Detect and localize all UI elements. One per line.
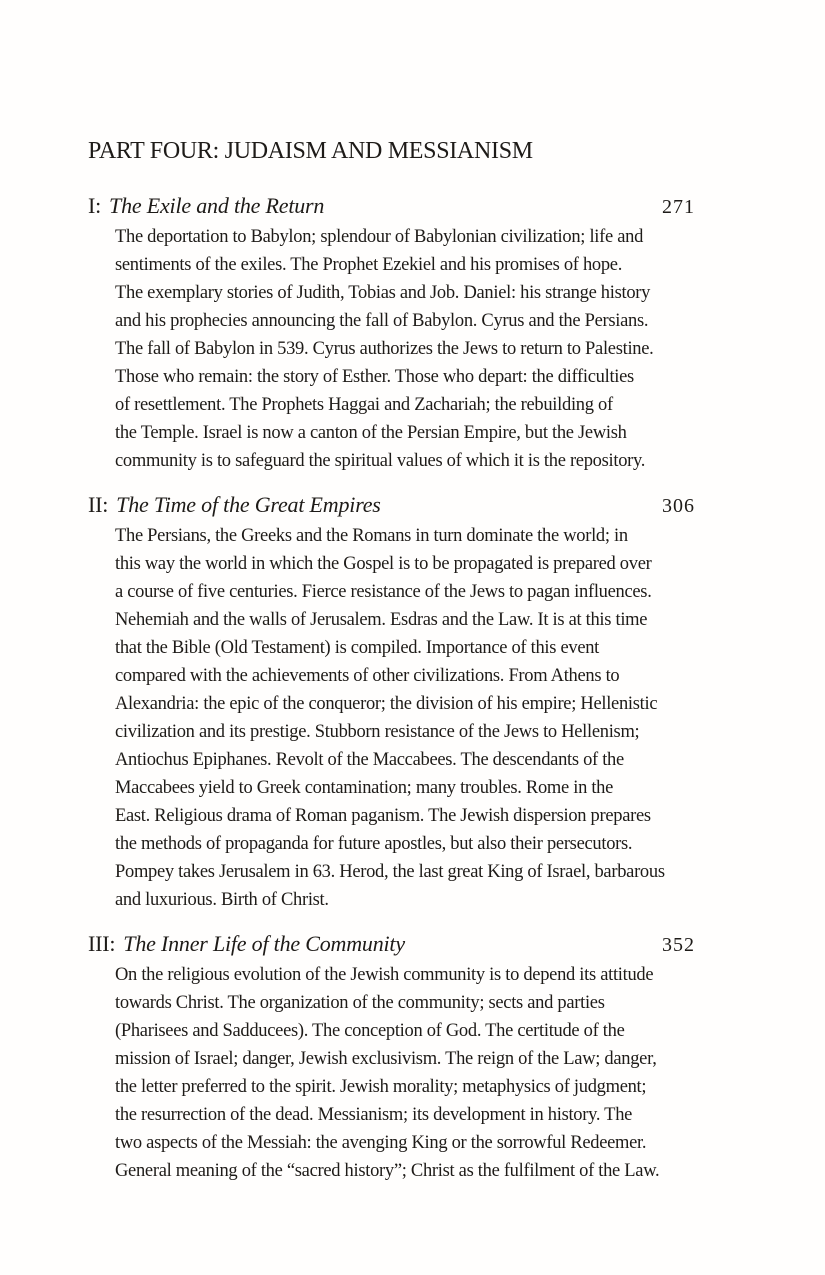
summary-line: On the religious evolution of the Jewish community is to depend its attitude: [115, 965, 654, 985]
summary-line: The fall of Babylon in 539. Cyrus authorizes the Jews to return to Palestine.: [115, 339, 654, 359]
section-summary: [115, 223, 737, 475]
toc-section-3: [88, 930, 737, 1185]
section-page-number: 271: [662, 196, 695, 218]
section-title: The Inner Life of the Community: [123, 931, 405, 956]
summary-line: The Persians, the Greeks and the Romans in turn dominate the world; in: [115, 526, 628, 546]
summary-line: the Temple. Israel is now a canton of the Persian Empire, but the Jewish: [115, 423, 627, 443]
summary-line: compared with the achievements of other civilizations. From Athens to: [115, 666, 620, 686]
summary-line: Pompey takes Jerusalem in 63. Herod, the last great King of Israel, barbarous: [115, 862, 665, 882]
section-title: The Time of the Great Empires: [116, 492, 381, 517]
summary-line: two aspects of the Messiah: the avenging King or the sorrowful Redeemer.: [115, 1133, 647, 1153]
toc-section-1: [88, 192, 737, 475]
summary-line: mission of Israel; danger, Jewish exclusivism. The reign of the Law; danger,: [115, 1049, 657, 1069]
summary-line: (Pharisees and Sadducees). The conception of God. The certitude of the: [115, 1021, 625, 1041]
section-heading: [88, 192, 737, 221]
section-summary: [115, 961, 737, 1185]
section-page-number: 352: [662, 934, 695, 956]
summary-line: civilization and its prestige. Stubborn resistance of the Jews to Hellenism;: [115, 722, 640, 742]
summary-line: East. Religious drama of Roman paganism. The Jewish dispersion prepares: [115, 806, 651, 826]
summary-line: and luxurious. Birth of Christ.: [115, 890, 329, 910]
section-heading: [88, 491, 737, 520]
summary-line: Nehemiah and the walls of Jerusalem. Esdras and the Law. It is at this time: [115, 610, 648, 630]
section-summary: [115, 522, 737, 914]
toc-section-2: [88, 491, 737, 914]
summary-line: Those who remain: the story of Esther. Those who depart: the difficulties: [115, 367, 634, 387]
summary-line: sentiments of the exiles. The Prophet Ezekiel and his promises of hope.: [115, 255, 623, 275]
section-numeral: II:: [88, 492, 109, 517]
summary-line: and his prophecies announcing the fall of Babylon. Cyrus and the Persians.: [115, 311, 649, 331]
summary-line: of resettlement. The Prophets Haggai and Zachariah; the rebuilding of: [115, 395, 613, 415]
summary-line: Antiochus Epiphanes. Revolt of the Maccabees. The descendants of the: [115, 750, 624, 770]
summary-line: the methods of propaganda for future apostles, but also their persecutors.: [115, 834, 633, 854]
section-page-number: 306: [662, 495, 695, 517]
section-numeral: III:: [88, 931, 116, 956]
section-title: The Exile and the Return: [109, 193, 325, 218]
summary-line: the resurrection of the dead. Messianism; its development in history. The: [115, 1105, 633, 1125]
summary-line: this way the world in which the Gospel is to be propagated is prepared over: [115, 554, 652, 574]
summary-line: The exemplary stories of Judith, Tobias and Job. Daniel: his strange history: [115, 283, 651, 303]
summary-line: The deportation to Babylon; splendour of Babylonian civilization; life and: [115, 227, 644, 247]
summary-line: the letter preferred to the spirit. Jewish morality; metaphysics of judgment;: [115, 1077, 647, 1097]
summary-line: that the Bible (Old Testament) is compiled. Importance of this event: [115, 638, 600, 658]
part-title: PART FOUR: JUDAISM AND MESSIANISM: [88, 138, 533, 164]
summary-line: towards Christ. The organization of the community; sects and parties: [115, 993, 605, 1013]
section-heading: [88, 930, 737, 959]
section-numeral: I:: [88, 193, 102, 218]
summary-line: community is to safeguard the spiritual values of which it is the repository.: [115, 451, 646, 471]
summary-line: Maccabees yield to Greek contamination; many troubles. Rome in the: [115, 778, 614, 798]
summary-line: General meaning of the “sacred history”; Christ as the fulfilment of the Law.: [115, 1161, 660, 1181]
summary-line: Alexandria: the epic of the conqueror; the division of his empire; Hellenistic: [115, 694, 658, 714]
summary-line: a course of five centuries. Fierce resistance of the Jews to pagan influences.: [115, 582, 652, 602]
